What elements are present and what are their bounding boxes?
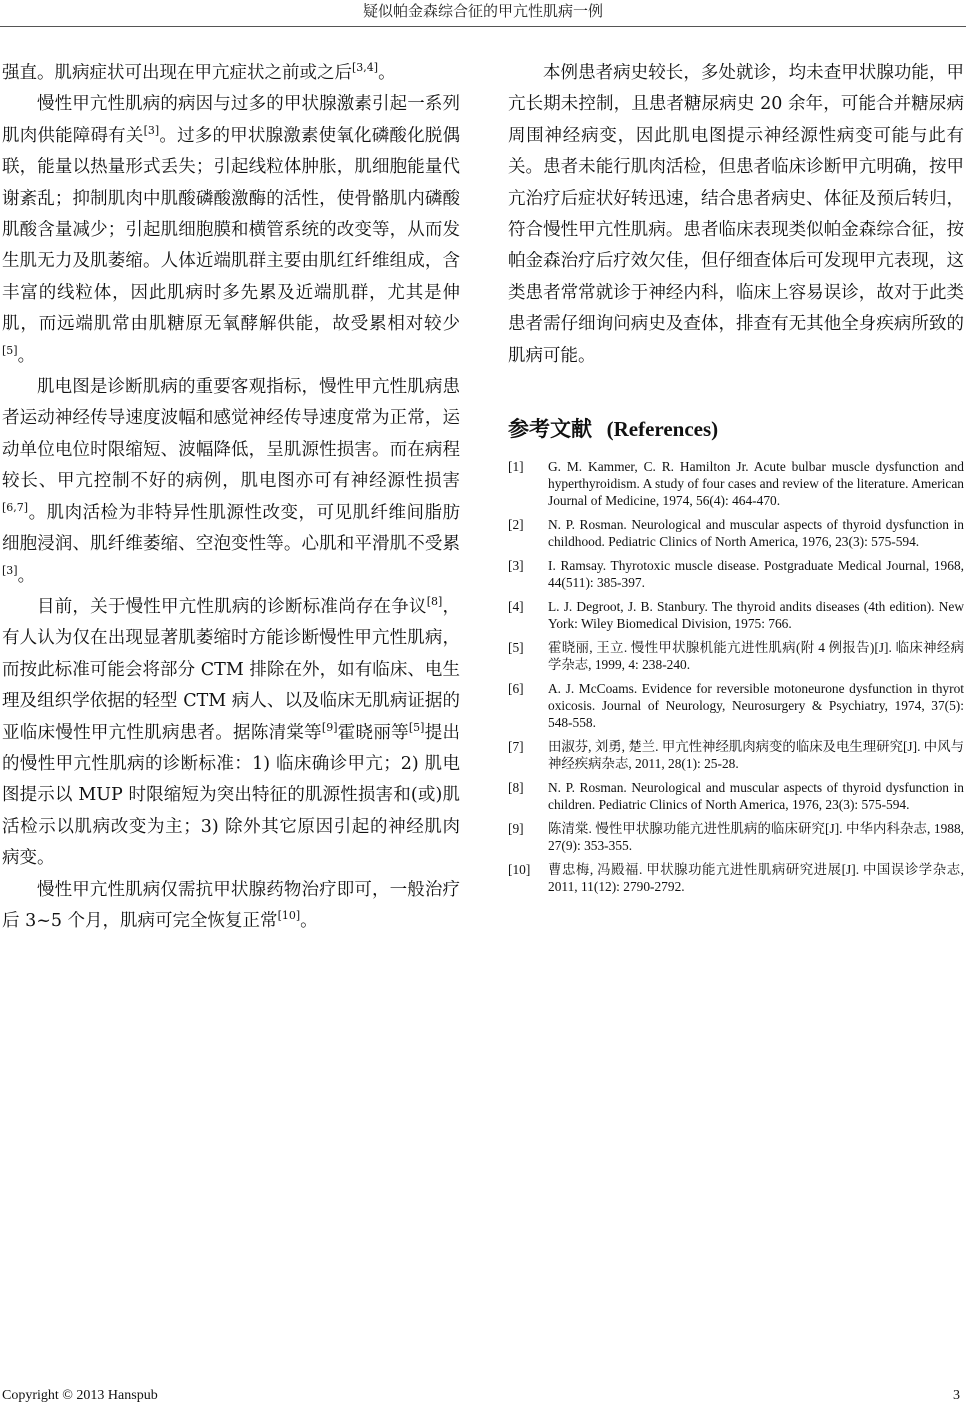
reference-number: [5] — [508, 640, 524, 656]
reference-list — [508, 458, 964, 895]
citation[interactable]: [6,7] — [2, 500, 29, 514]
reference-number: [2] — [508, 517, 524, 533]
running-header: 疑似帕金森综合征的甲亢性肌病一例 — [362, 2, 603, 20]
reference-item — [508, 861, 964, 895]
right-column — [508, 58, 964, 902]
reference-text: G. M. Kammer, C. R. Hamilton Jr. Acute bulbar muscle dysfunction and hyperthyroidism. A study of four cases and review of the literature. American Journal of Medicine, 1974, 56(4): 464-470. — [548, 459, 964, 509]
reference-text: 霍晓丽, 王立. 慢性甲状腺机能亢进性肌病(附 4 例报告)[J]. 临床神经病学杂志, 1999, 4: 238-240. — [548, 640, 964, 673]
reference-number: [3] — [508, 558, 524, 574]
reference-number: [10] — [508, 862, 531, 878]
paragraph-4: 目前，关于慢性甲亢性肌病的诊断标准尚存在争议[8]，有人认为仅在出现显著肌萎缩时方能诊断慢性甲亢性肌病，而按此标准可能会将部分 CTM 排除在外，如有临床、电生理及组织学依据的轻型 CTM 病人、以及临床无肌病证据的亚临床慢性甲亢性肌病患者。据陈清棠等[9]霍晓丽等[5]提出的慢性甲亢性肌病的诊断标准：1) 临床确诊甲亢；2) 肌电图提示以 MUP 时限缩短为突出特征的肌源性损害和(或)肌活检示以肌病改变为主；3) 除外其它原因引起的神经肌肉病变。 — [2, 595, 461, 869]
paragraph-1: 强直。肌病症状可出现在甲亢症状之前或之后[3,4]。 — [2, 61, 396, 83]
reference-item — [508, 598, 964, 632]
citation[interactable]: [3,4] — [352, 61, 379, 75]
references-heading-en: (References) — [606, 417, 719, 442]
header-rule — [0, 26, 966, 27]
citation[interactable]: [8] — [426, 595, 443, 609]
reference-text: 陈清棠. 慢性甲状腺功能亢进性肌病的临床研究[J]. 中华内科杂志, 1988, 27(9): 353-355. — [548, 821, 964, 854]
paragraph-6: 本例患者病史较长，多处就诊，均未查甲状腺功能，甲亢长期未控制，且患者糖尿病史 20 余年，可能合并糖尿病周围神经病变，因此肌电图提示神经源性病变可能与此有关。患者未能行肌肉活检，但患者临床诊断甲亢明确，按甲亢治疗后症状好转迅速，结合患者病史、体征及预后转归，符合慢性甲亢性肌病。患者临床表现类似帕金森综合征，按帕金森治疗后疗效欠佳，但仔细查体后可发现甲亢表现，这类患者常常就诊于神经内科，临床上容易误诊，故对于此类患者需仔细询问病史及查体，排查有无其他全身疾病所致的肌病可能。 — [508, 63, 964, 366]
citation[interactable]: [3] — [143, 123, 160, 137]
reference-number: [4] — [508, 599, 524, 615]
reference-number: [9] — [508, 821, 524, 837]
reference-text: N. P. Rosman. Neurological and muscular aspects of thyroid dysfunction in childhood. Pediatric Clinics of North America, 1976, 23(3): 575-594. — [548, 517, 964, 550]
reference-text: I. Ramsay. Thyrotoxic muscle disease. Postgraduate Medical Journal, 1968, 44(511): 385-397. — [548, 558, 964, 591]
reference-item — [508, 738, 964, 772]
citation[interactable]: [10] — [277, 909, 301, 923]
reference-text: L. J. Degroot, J. B. Stanbury. The thyroid andits diseases (4th edition). New York: Wiley Biomedical Division, 1975: 766. — [548, 599, 964, 632]
citation[interactable]: [5] — [2, 343, 18, 357]
reference-item — [508, 557, 964, 591]
reference-item — [508, 820, 964, 854]
references-heading — [508, 414, 964, 444]
reference-text: A. J. McCoams. Evidence for reversible motoneurone dysfunction in thyrot oxicosis. Journal of Neurology, Neurosurgery & Psychiatry, 1974, 37(5): 548-558. — [548, 681, 964, 731]
reference-number: [8] — [508, 780, 524, 796]
citation[interactable]: [9] — [321, 720, 338, 734]
page-number: 3 — [953, 1388, 960, 1403]
reference-text: 田淑芬, 刘勇, 楚兰. 甲亢性神经肌肉病变的临床及电生理研究[J]. 中风与神经疾病杂志, 2011, 28(1): 25-28. — [548, 739, 964, 772]
reference-item — [508, 779, 964, 813]
citation[interactable]: [5] — [408, 720, 425, 734]
paragraph-2: 慢性甲亢性肌病的病因与过多的甲状腺激素引起一系列肌肉供能障碍有关[3]。过多的甲状腺激素使氧化磷酸化脱偶联，能量以热量形式丢失；引起线粒体肿胀，肌细胞能量代谢紊乱；抑制肌肉中肌酸磷酸激酶的活性，使骨骼肌内磷酸肌酸含量减少；引起肌细胞膜和横管系统的改变等，从而发生肌无力及肌萎缩。人体近端肌群主要由肌红纤维组成，含丰富的线粒体，因此肌病时多先累及近端肌群，尤其是伸肌，而远端肌常由肌糖原无氧酵解供能，故受累相对较少[5]。 — [2, 94, 461, 366]
paragraph-3: 肌电图是诊断肌病的重要客观指标，慢性甲亢性肌病患者运动神经传导速度波幅和感觉神经传导速度常为正常，运动单位电位时限缩短、波幅降低，呈肌源性损害。而在病程较长、甲亢控制不好的病例，肌电图亦可有神经源性损害[6,7]。肌肉活检为非特异性肌源性改变，可见肌纤维间脂肪细胞浸润、肌纤维萎缩、空泡变性等。心肌和平滑肌不受累[3]。 — [2, 377, 460, 586]
reference-item — [508, 639, 964, 673]
copyright-notice: Copyright © 2013 Hanspub — [2, 1388, 158, 1403]
paragraph-5: 慢性甲亢性肌病仅需抗甲状腺药物治疗即可，一般治疗后 3~5 个月，肌病可完全恢复正常[10]。 — [2, 879, 460, 931]
reference-item — [508, 680, 964, 731]
reference-number: [6] — [508, 681, 524, 697]
reference-text: N. P. Rosman. Neurological and muscular aspects of thyroid dysfunction in children. Pediatric Clinics of North America, 1976, 23(3): 575-594. — [548, 780, 964, 813]
reference-number: [7] — [508, 739, 524, 755]
reference-item — [508, 516, 964, 550]
reference-item — [508, 458, 964, 509]
reference-text: 曹忠梅, 冯殿福. 甲状腺功能亢进性肌病研究进展[J]. 中国误诊学杂志, 2011, 11(12): 2790-2792. — [548, 862, 964, 895]
reference-number: [1] — [508, 459, 524, 475]
citation[interactable]: [3] — [2, 563, 18, 577]
left-column — [2, 58, 460, 937]
references-heading-cn: 参考文献 — [508, 417, 592, 442]
